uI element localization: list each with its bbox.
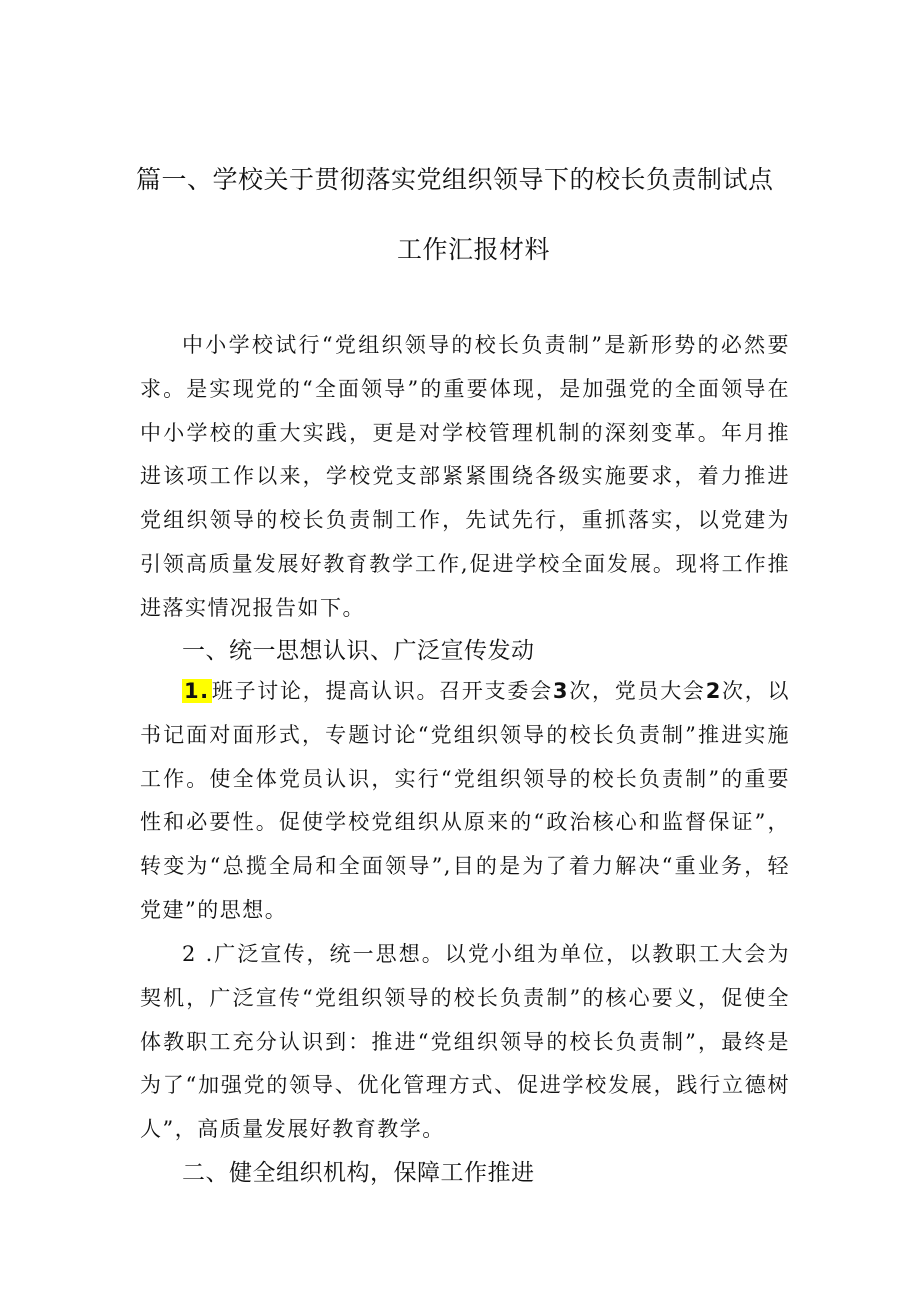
item-1-text-c: 次，以书记面对面形式，专题讨论“党组织领导的校长负责制”推进实施工作。使全体党员认识，实行“党组织领导的校长负责制”的重要性和必要性。促使学校党组织从原来的“政治核心和监督保证”，转变为“总揽全局和全面领导”,目的是为了着力解决“重业务，轻党建”的思想。 [140, 679, 791, 922]
item-1-count-b: 2 [705, 679, 722, 703]
item-1-paragraph [140, 670, 790, 933]
intro-paragraph: 中小学校试行“党组织领导的校长负责制”是新形势的必然要求。是实现党的“全面领导”的重要体现，是加强党的全面领导在中小学校的重大实践，更是对学校管理机制的深刻变革。年月推进该项工作以来，学校党支部紧紧围绕各级实施要求，着力推进党组织领导的校长负责制工作，先试先行，重抓落实，以党建为引领高质量发展好教育教学工作,促进学校全面发展。现将工作推进落实情况报告如下。 [140, 333, 790, 620]
item-1-text-a: 班子讨论，提高认识。召开支委会 [211, 679, 553, 703]
item-1-number-highlight: 1. [184, 679, 210, 703]
item-1-text-b: 次，党员大会 [569, 679, 706, 703]
item-1-count-a: 3 [552, 679, 570, 703]
document-title-line-2: 工作汇报材料 [397, 235, 551, 264]
document-title-line-1: 篇一、学校关于贯彻落实党组织领导下的校长负责制试点 [136, 165, 774, 194]
section-heading-2: 二、健全组织机构，保障工作推进 [182, 1160, 535, 1186]
section-heading-1: 一、统一思想认识、广泛宣传发动 [182, 638, 535, 664]
item-2-paragraph: 2 .广泛宣传，统一思想。以党小组为单位，以教职工大会为契机，广泛宣传“党组织领导的校长负责制”的核心要义，促使全体教职工充分认识到：推进“党组织领导的校长负责制”，最终是为了“加强党的领导、优化管理方式、促进学校发展，践行立德树人”，高质量发展好教育教学。 [140, 942, 790, 1142]
